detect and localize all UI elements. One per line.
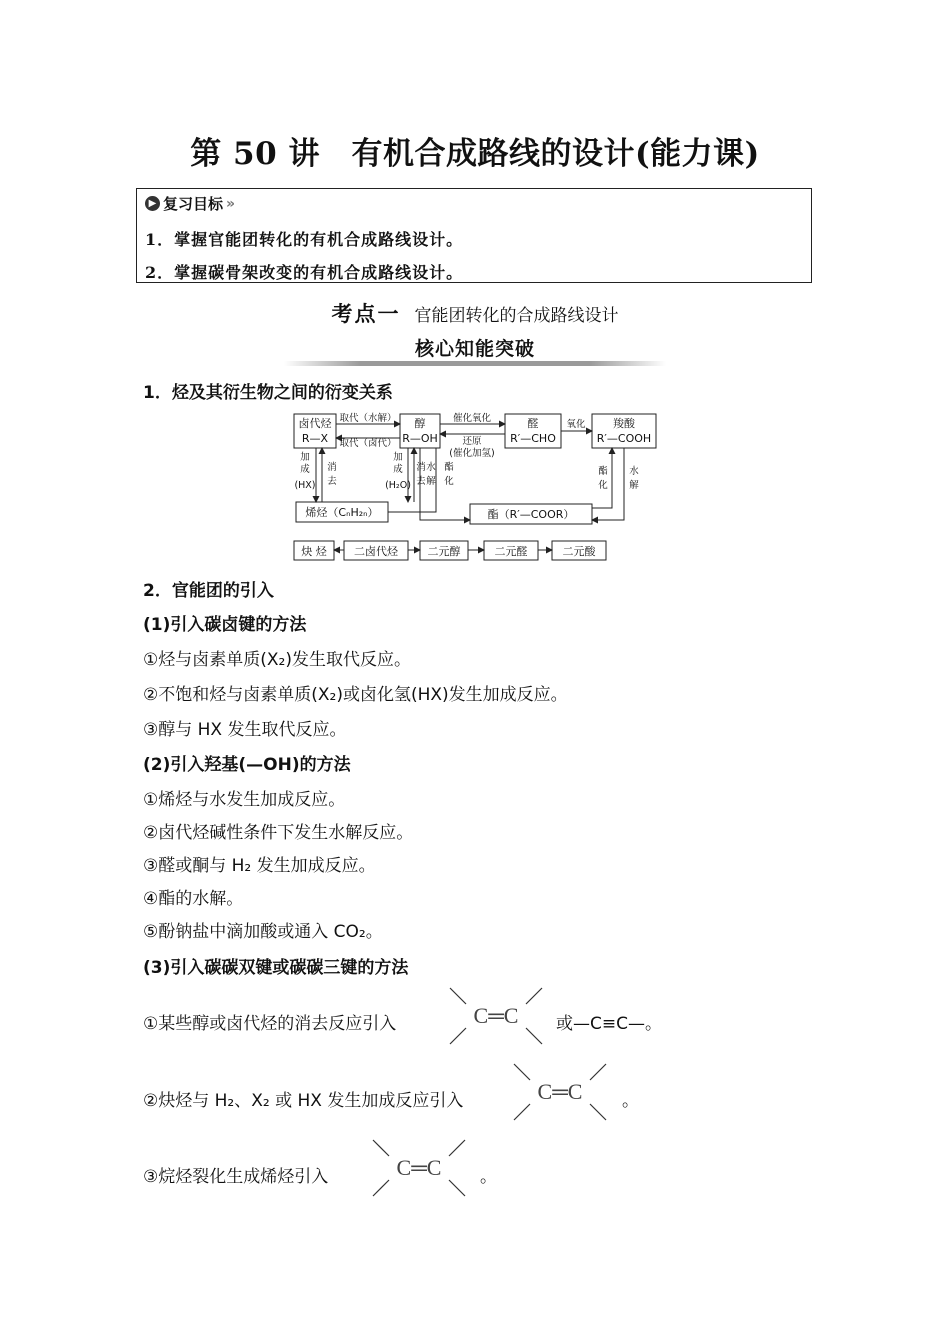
edge-label: 水 — [426, 462, 436, 473]
edge-label: 加 — [393, 452, 403, 463]
paragraph-item: ①某些醇或卤代烃的消去反应引入 — [143, 1014, 397, 1034]
paragraph-item: ③醇与 HX 发生取代反应。 — [143, 720, 347, 740]
edge-label: 消 — [327, 462, 337, 473]
node-label: 卤代烃 — [298, 417, 332, 430]
subheading: 核心知能突破 — [414, 338, 535, 360]
edge-label: 酯 — [598, 466, 608, 477]
paragraph-item-tail: 或—C≡C—。 — [556, 1014, 662, 1034]
edge-label: 酯 — [444, 462, 454, 473]
node-formula: R—OH — [402, 432, 438, 445]
node-formula: R′—CHO — [510, 432, 556, 445]
paragraph-item: ②炔烃与 H₂、X₂ 或 HX 发生加成反应引入 — [143, 1091, 464, 1111]
edge-label: 化 — [444, 476, 454, 487]
alkene-structure — [508, 1062, 612, 1122]
paragraph-item: ③烷烃裂化生成烯烃引入 — [143, 1167, 329, 1187]
review-goals-box — [136, 188, 812, 283]
edge-label: 解 — [629, 480, 639, 491]
review-goals-heading: ▶ 复习目标 » — [145, 193, 235, 214]
node-formula: R—X — [301, 432, 329, 445]
node-label: 酯（R′—COOR） — [487, 508, 575, 521]
alkene-structure — [367, 1138, 471, 1198]
paragraph-heading: (3)引入碳碳双键或碳碳三键的方法 — [143, 958, 409, 978]
paragraph-item: ①烃与卤素单质(X₂)发生取代反应。 — [143, 650, 411, 670]
subheading-underline — [284, 361, 666, 366]
conversion-diagram — [290, 408, 670, 563]
paragraph-item-tail: 。 — [622, 1091, 639, 1111]
edge-label: 取代（卤代） — [339, 438, 397, 449]
edge-label: 消 — [416, 462, 426, 473]
node-formula: R′—COOH — [596, 432, 652, 445]
chain-label: 炔 烃 — [301, 545, 327, 558]
paragraph-heading: (1)引入碳卤键的方法 — [143, 615, 307, 635]
svg-text:C═C: C═C — [396, 1155, 442, 1180]
edge-label: 催化氧化 — [452, 413, 492, 424]
goal-item: 2．掌握碳骨架改变的有机合成路线设计。 — [145, 263, 464, 282]
paragraph-item: ②不饱和烃与卤素单质(X₂)或卤化氢(HX)发生加成反应。 — [143, 685, 568, 705]
node-label: 醇 — [414, 417, 426, 430]
edge-label: 还原 — [462, 436, 482, 447]
node-label: 醛 — [527, 417, 539, 430]
node-label: 羧酸 — [613, 417, 635, 430]
paragraph-item: ③醛或酮与 H₂ 发生加成反应。 — [143, 856, 376, 876]
edge-label: 取代（水解） — [339, 413, 397, 424]
svg-text:C═C: C═C — [537, 1079, 583, 1104]
svg-text:C═C: C═C — [473, 1003, 519, 1028]
edge-label: (催化加氢) — [449, 448, 495, 459]
edge-label: 加 — [300, 452, 310, 463]
edge-label: (H₂O) — [385, 480, 411, 491]
alkene-structure — [444, 986, 548, 1046]
section-heading: 1．烃及其衍生物之间的衍变关系 — [143, 383, 393, 403]
paragraph-item: ⑤酚钠盐中滴加酸或通入 CO₂。 — [143, 922, 383, 942]
chain-label: 二元醛 — [494, 545, 528, 558]
play-icon: ▶ — [145, 196, 160, 211]
section-label: 考点一 — [331, 302, 401, 326]
edge-label: 去 — [416, 476, 426, 487]
page-title: 第 50 讲 有机合成路线的设计(能力课) — [190, 136, 760, 172]
edge-label: 去 — [327, 476, 337, 487]
edge-label: 化 — [598, 480, 608, 491]
chain-label: 二元醇 — [427, 545, 461, 558]
edge-arrow — [592, 448, 624, 520]
section-topic: 官能团转化的合成路线设计 — [414, 306, 619, 326]
paragraph-item: ②卤代烃碱性条件下发生水解反应。 — [143, 823, 414, 843]
edge-label: 水 — [629, 466, 639, 477]
double-chevron-icon: » — [226, 195, 236, 212]
goal-item: 1．掌握官能团转化的有机合成路线设计。 — [145, 230, 464, 249]
chain-label: 二元酸 — [562, 545, 596, 558]
node-label: 烯烃（CₙH₂ₙ） — [305, 506, 379, 519]
paragraph-item-tail: 。 — [480, 1167, 497, 1187]
chain-label: 二卤代烃 — [354, 545, 398, 558]
section-header — [0, 298, 950, 328]
edge-label: 解 — [426, 476, 436, 487]
edge-label: 氧化 — [566, 419, 586, 430]
paragraph-item: ①烯烃与水发生加成反应。 — [143, 790, 346, 810]
paragraph-heading: (2)引入羟基(—OH)的方法 — [143, 755, 351, 775]
edge-arrow — [592, 448, 612, 508]
edge-label: (HX) — [294, 480, 316, 491]
edge-label: 成 — [393, 464, 403, 475]
edge-label: 成 — [300, 464, 310, 475]
paragraph-item: ④酯的水解。 — [143, 889, 244, 909]
section-heading: 2．官能团的引入 — [143, 581, 274, 601]
